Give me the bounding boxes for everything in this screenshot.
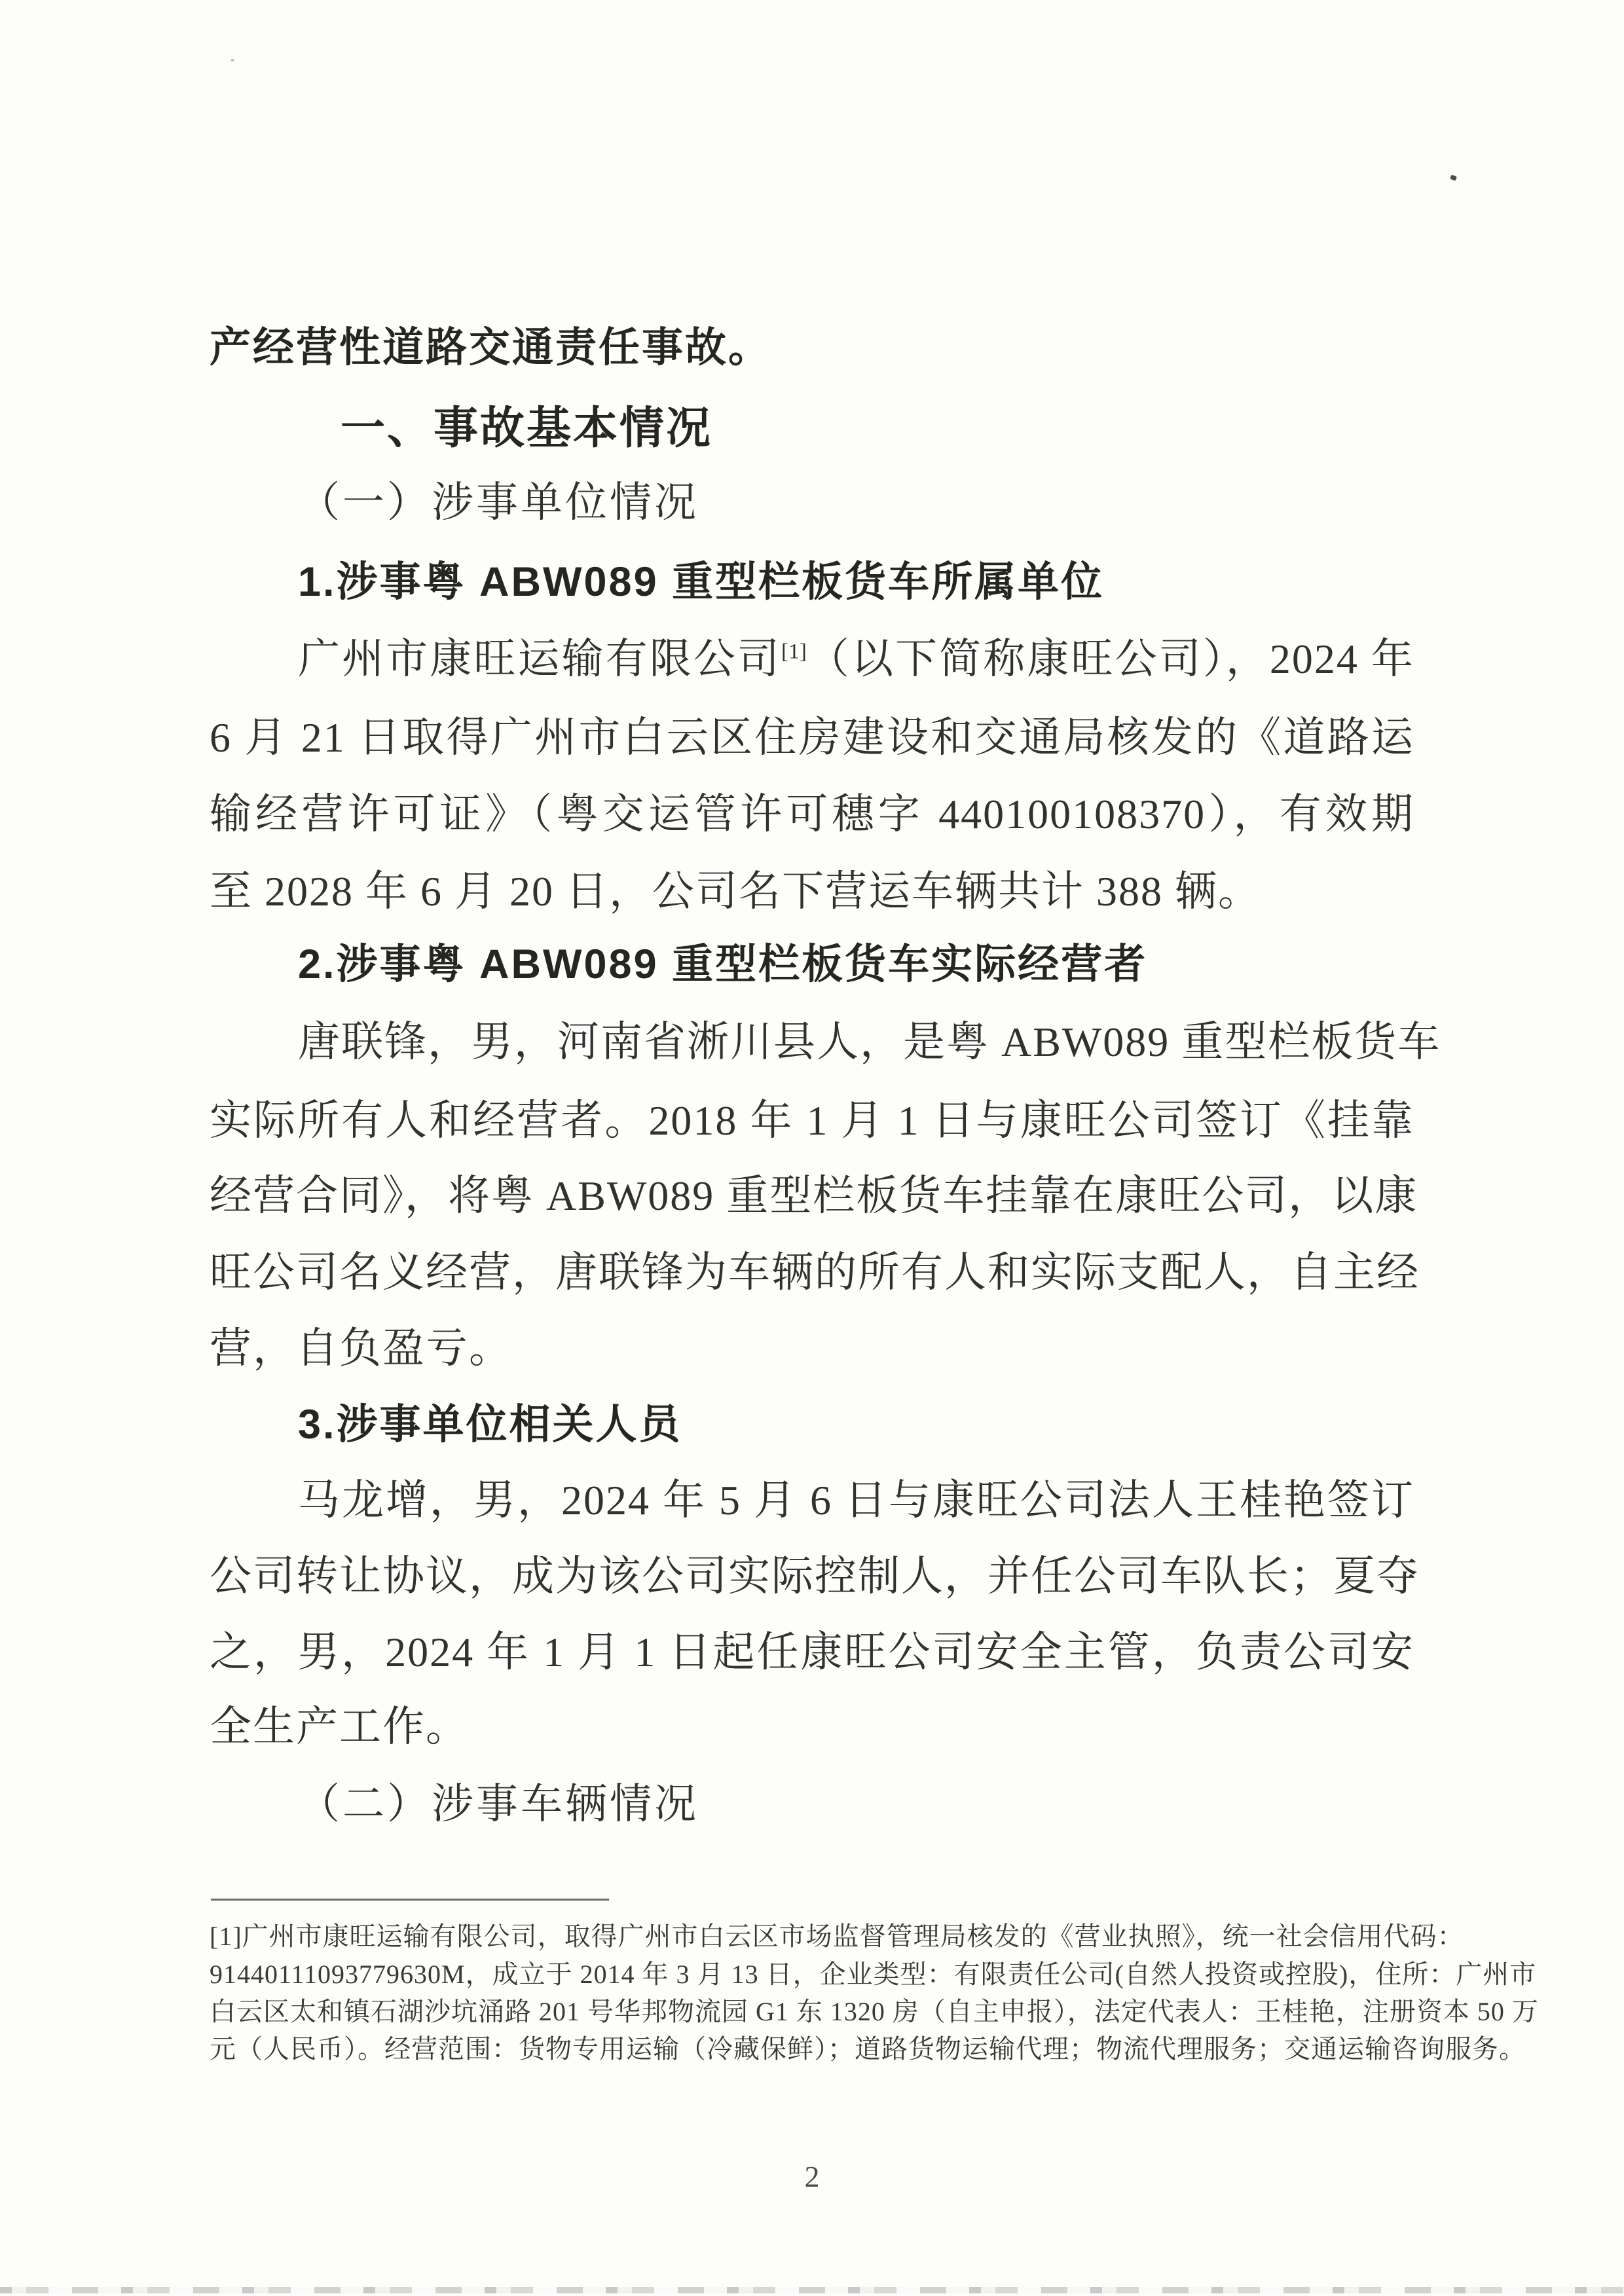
footnote-line3: 白云区太和镇石湖沙坑涌路 201 号华邦物流园 G1 东 1320 房（自主申报），法定代表人：王桂艳，注册资本 50 万 [210, 1997, 1539, 2026]
paragraph1-line1-text: 广州市康旺运输有限公司 [298, 636, 782, 682]
paragraph2-line2: 实际所有人和经营者。2018 年 1 月 1 日与康旺公司签订《挂靠 [210, 1097, 1414, 1144]
paragraph3-line1: 马龙增，男，2024 年 5 月 6 日与康旺公司法人王桂艳签订 [298, 1477, 1414, 1523]
footnote-line1: [1]广州市康旺运输有限公司，取得广州市白云区市场监督管理局核发的《营业执照》，统一社会信用代码： [210, 1922, 1464, 1951]
paragraph1-line1 [298, 638, 1414, 680]
scan-speck [1450, 175, 1457, 181]
paragraph1-line1-rest: （以下简称康旺公司），2024 年 [806, 636, 1415, 682]
footnote-line4: 元（人民币）。经营范围：货物专用运输（冷藏保鲜）；道路货物运输代理；物流代理服务；交通运输咨询服务。 [210, 2034, 1526, 2064]
paragraph2-line4: 旺公司名义经营，唐联锋为车辆的所有人和实际支配人，自主经 [210, 1249, 1420, 1296]
subsection-heading-2: （二）涉事车辆情况 [298, 1781, 699, 1827]
paragraph2-line1: 唐联锋，男，河南省淅川县人，是粤 ABW089 重型栏板货车 [298, 1019, 1441, 1065]
scan-edge-band [0, 2287, 1624, 2293]
section-heading: 一、事故基本情况 [341, 403, 713, 453]
paragraph2-line3: 经营合同》，将粤 ABW089 重型栏板货车挂靠在康旺公司，以康 [210, 1173, 1418, 1219]
subsection-heading-1: （一）涉事单位情况 [298, 479, 699, 526]
page-number: 2 [804, 2160, 820, 2193]
footnote-line2: 91440111093779630M，成立于 2014 年 3 月 13 日，企业类型：有限责任公司(自然人投资或控股)，住所：广州市 [210, 1959, 1537, 1989]
paragraph1-line3: 输经营许可证》（粤交运管许可穗字 440100108370），有效期 [210, 791, 1414, 837]
paragraph2-line5: 营，自负盈亏。 [210, 1325, 512, 1372]
item1-heading: 1.涉事粤 ABW089 重型栏板货车所属单位 [298, 559, 1105, 605]
footnote-reference-marker: [1] [781, 639, 807, 664]
scan-speck-faint [231, 59, 234, 62]
paragraph1-line2: 6 月 21 日取得广州市白云区住房建设和交通局核发的《道路运 [210, 714, 1414, 761]
item2-heading: 2.涉事粤 ABW089 重型栏板货车实际经营者 [298, 941, 1148, 987]
footnote-separator [211, 1899, 609, 1901]
paragraph1-line4: 至 2028 年 6 月 20 日，公司名下营运车辆共计 388 辆。 [210, 868, 1261, 915]
paragraph3-line2: 公司转让协议，成为该公司实际控制人，并任公司车队长；夏夺 [210, 1553, 1420, 1599]
intro-paragraph-tail: 产经营性道路交通责任事故。 [210, 325, 771, 371]
paragraph3-line4: 全生产工作。 [210, 1704, 469, 1750]
item3-heading: 3.涉事单位相关人员 [298, 1402, 682, 1448]
paragraph3-line3: 之，男，2024 年 1 月 1 日起任康旺公司安全主管，负责公司安 [210, 1629, 1414, 1675]
